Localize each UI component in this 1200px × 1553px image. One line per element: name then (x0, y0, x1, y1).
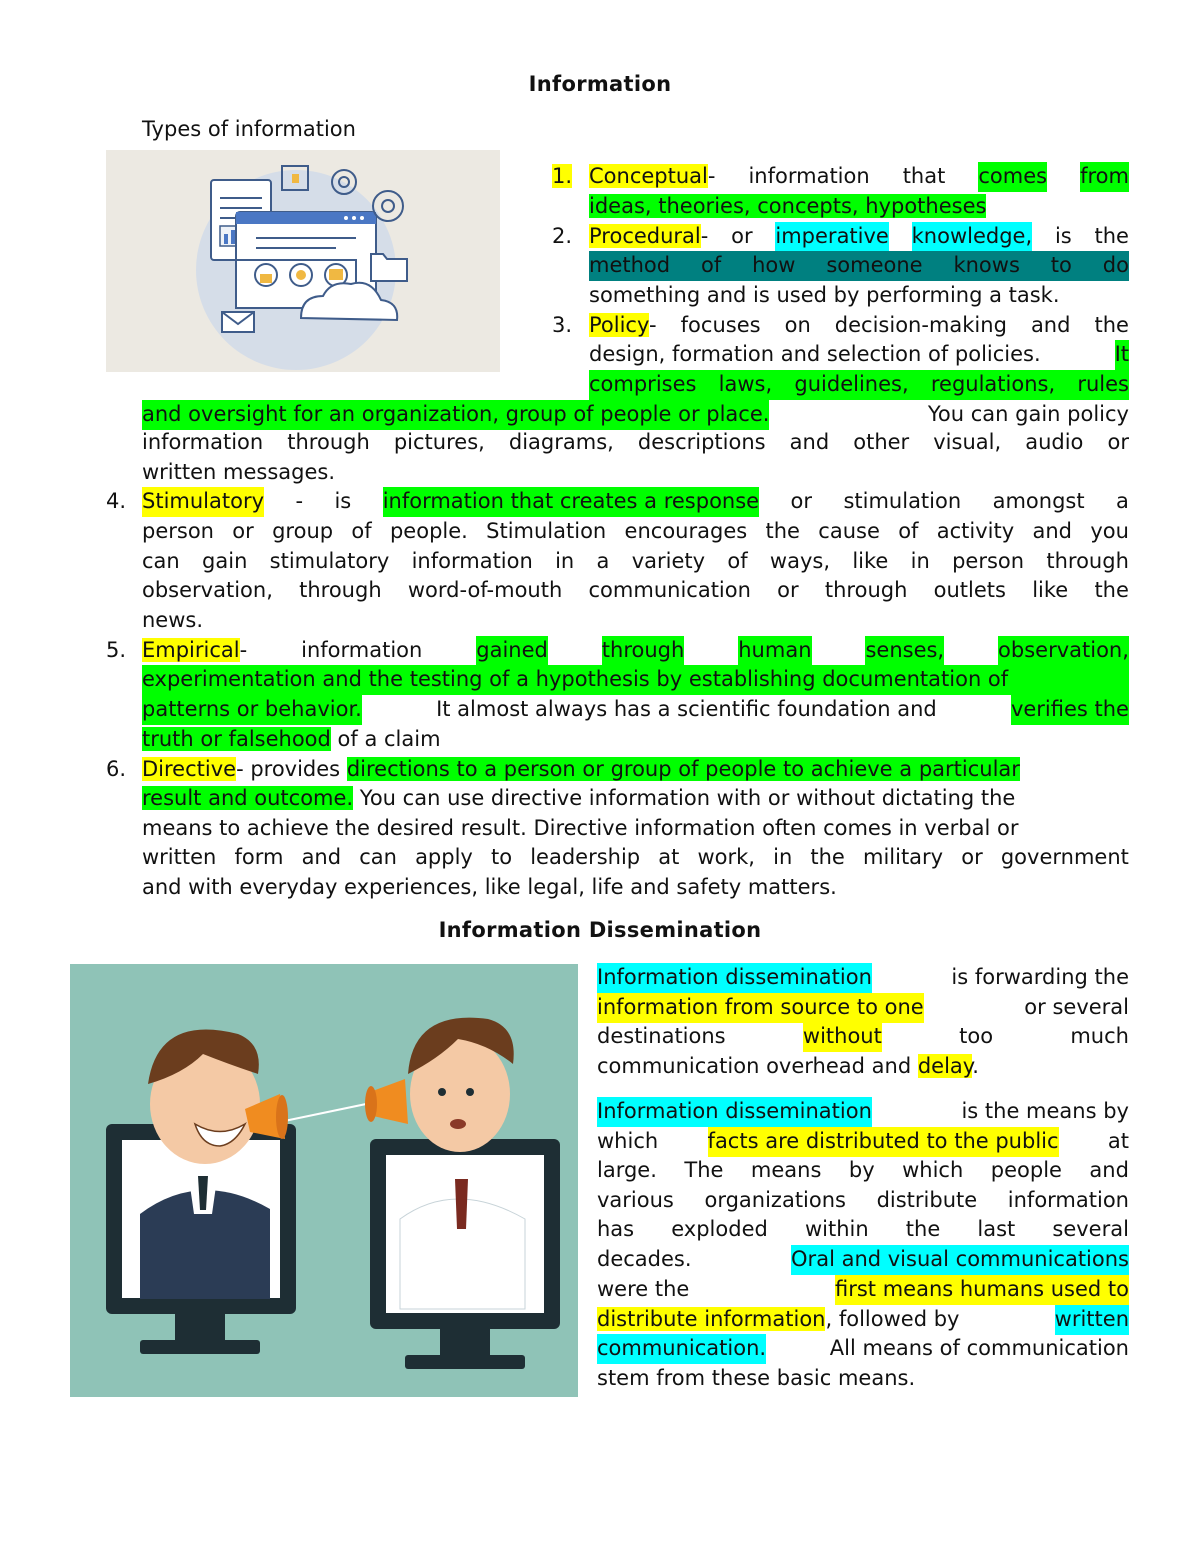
list-item-3-line-2: design, formation and selection of policies. It (589, 340, 1129, 370)
list-item-3-line-6: written messages. (142, 460, 336, 484)
list-item-2-line-3: something and is used by performing a task. (589, 283, 1060, 307)
term-conceptual: Conceptual (589, 164, 708, 188)
list-number-6: 6. (106, 757, 127, 781)
dissemination-p2-line-1: Information dissemination is the means by (597, 1097, 1129, 1127)
section-subtitle: Types of information (142, 117, 356, 141)
list-item-4-line-1: Stimulatory - is information that creates a response or stimulation amongst a (142, 487, 1129, 517)
dissemination-p1-line-1: Information dissemination is forwarding the (597, 963, 1129, 993)
list-item-6-line-2: result and outcome. You can use directive information with or without dictating the (142, 786, 1016, 810)
list-item-2-line-2: method of how someone knows to do (589, 251, 1129, 281)
list-item-3-line-1: Policy- focuses on decision-making and the (589, 313, 1129, 337)
list-item-3-line-4: and oversight for an organization, group of people or place. You can gain policy (142, 400, 1129, 430)
list-item-1-line-1: Conceptual- information that comes from (589, 162, 1129, 192)
list-number-4: 4. (106, 489, 127, 513)
page-title: Information (528, 72, 672, 96)
list-item-3-line-3: comprises laws, guidelines, regulations, rules (589, 370, 1129, 400)
list-item-3-line-5: information through pictures, diagrams, descriptions and other visual, audio or (142, 430, 1129, 454)
list-item-1-line-2: ideas, theories, concepts, hypotheses (589, 194, 987, 218)
list-item-6-line-5: and with everyday experiences, like legal, life and safety matters. (142, 875, 837, 899)
dissemination-p1-line-3: destinations without too much (597, 1022, 1129, 1052)
dissemination-p2-line-6: decades. Oral and visual communications (597, 1245, 1129, 1275)
term-directive: Directive (142, 757, 237, 781)
list-item-4-line-5: news. (142, 608, 204, 632)
dissemination-p1-line-4: communication overhead and delay. (597, 1054, 979, 1078)
list-item-6-line-4: written form and can apply to leadership at work, in the military or government (142, 845, 1129, 869)
dissemination-p2-line-9: communication. All means of communication (597, 1334, 1129, 1364)
dissemination-p2-line-7: were the first means humans used to (597, 1275, 1129, 1305)
list-number-2: 2. (552, 224, 573, 248)
term-stimulatory: Stimulatory (142, 487, 264, 517)
people-tin-can-phone-illustration (70, 964, 578, 1397)
list-number-3: 3. (552, 313, 573, 337)
dissemination-p2-line-5: has exploded within the last several (597, 1217, 1129, 1241)
dissemination-p2-line-3: large. The means by which people and (597, 1158, 1129, 1182)
dissemination-p2-line-4: various organizations distribute information (597, 1188, 1129, 1212)
section-title-dissemination: Information Dissemination (438, 918, 762, 942)
list-item-5-line-4: truth or falsehood of a claim (142, 727, 441, 751)
list-item-6-line-1: Directive- provides directions to a person or group of people to achieve a particular (142, 757, 1020, 781)
list-item-5-line-2: experimentation and the testing of a hypothesis by establishing documentation of (142, 665, 1129, 695)
dissemination-p2-line-8: distribute information, followed by written (597, 1305, 1129, 1335)
list-item-5-line-3: patterns or behavior. It almost always has a scientific foundation and verifies the (142, 695, 1129, 725)
list-item-4-line-2: person or group of people. Stimulation encourages the cause of activity and you (142, 519, 1129, 543)
dissemination-p2-line-2: which facts are distributed to the public at (597, 1127, 1129, 1157)
dissemination-p2-line-10: stem from these basic means. (597, 1366, 916, 1390)
list-item-6-line-3: means to achieve the desired result. Directive information often comes in verbal or (142, 816, 1019, 840)
list-item-5-line-1: Empirical- information gained through human senses, observation, (142, 636, 1129, 666)
list-number-5: 5. (106, 638, 127, 662)
term-empirical: Empirical (142, 638, 240, 662)
list-item-4-line-3: can gain stimulatory information in a variety of ways, like in person through (142, 549, 1129, 573)
dissemination-p1-line-2: information from source to one or several (597, 993, 1129, 1023)
list-item-4-line-4: observation, through word-of-mouth communication or through outlets like the (142, 578, 1129, 602)
list-number-1: 1. (552, 164, 573, 188)
list-item-2-line-1: Procedural- or imperative knowledge, is the (589, 222, 1129, 252)
term-procedural: Procedural (589, 224, 701, 248)
data-security-illustration (106, 150, 500, 372)
term-policy: Policy (589, 313, 650, 337)
